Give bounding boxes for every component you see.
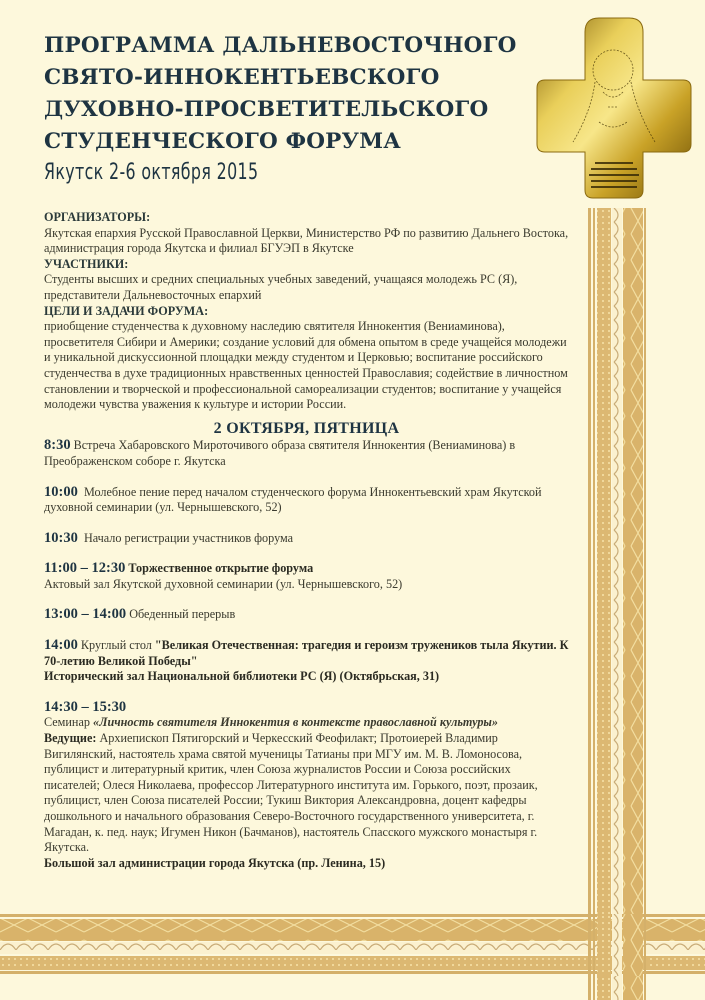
organizers-heading: ОРГАНИЗАТОРЫ:: [44, 210, 151, 224]
event-text: Обеденный перерыв: [129, 607, 236, 622]
event-time: 11:00 – 12:30: [44, 560, 126, 577]
title-line: ДУХОВНО-ПРОСВЕТИТЕЛЬСКОГО: [44, 97, 489, 122]
event-time: 10:00: [44, 483, 78, 500]
event-time: 8:30: [44, 437, 71, 454]
participants-heading: УЧАСТНИКИ:: [44, 256, 129, 271]
goals-heading: ЦЕЛИ И ЗАДАЧИ ФОРУМА:: [44, 303, 209, 318]
vertical-ornament-border: [588, 208, 646, 1000]
event-place: Исторический зал Национальной библиотеки РС (Я) (Октябрьская, 31): [44, 669, 440, 684]
document-title: [44, 30, 564, 158]
event-time: 10:30: [44, 529, 78, 546]
border-crossing: [588, 914, 646, 976]
title-line: ПРОГРАММА ДАЛЬНЕВОСТОЧНОГО: [44, 33, 517, 58]
schedule-item: [44, 531, 569, 547]
location-dates: Якутск 2-6 октября 2015: [44, 160, 259, 185]
event-text: Встреча Хабаровского Мироточивого образа святителя Иннокентия (Вениаминова) в Преображенском соборе г. Якутска: [44, 438, 516, 468]
hosts-label: Ведущие:: [44, 731, 97, 746]
schedule-item: [44, 485, 569, 516]
event-prefix: Круглый стол: [80, 638, 152, 653]
event-time: 14:00: [44, 637, 78, 654]
hosts-text: Архиепископ Пятигорский и Черкесский Феофилакт; Протоиерей Владимир Вигилянский, настоятель храма святой мученицы Татианы при МГУ им. М. В. Ломоносова, публицист и литературный критик, член Союза журналистов России и Союза российских писателей; Олеся Николаева, профессор Литературного института им. Горького, поэт, прозаик, публицист, член Союза писателей России; Тукиш Виктория Александровна, доцент кафедры дошкольного и начального образования Северо-Восточного государственного университета, г. Магадан, к. пед. наук; Игумен Никон (Бачманов), настоятель Спасского мужского монастыря г. Якутска.: [44, 731, 538, 855]
event-title: Торжественное открытие форума: [128, 561, 314, 576]
event-text: Молебное пение перед началом студенческого форума Иннокентьевский храм Якутской духовной семинарии (ул. Чернышевского, 52): [44, 484, 542, 515]
schedule-item: [44, 700, 569, 872]
schedule-item: [44, 561, 569, 592]
schedule-item: [44, 638, 569, 685]
title-line: СТУДЕНЧЕСКОГО ФОРУМА: [44, 129, 401, 154]
program-content: [44, 210, 569, 871]
event-prefix: Семинар: [44, 715, 90, 730]
event-text: Начало регистрации участников форума: [83, 530, 294, 545]
participants-text: Студенты высших и средних специальных учебных заведений, учащаяся молодежь РС (Я), представители Дальневосточных епархий: [44, 272, 518, 302]
event-place: Актовый зал Якутской духовной семинарии (ул. Чернышевского, 52): [44, 576, 403, 591]
schedule-item: [44, 607, 569, 623]
organizers-text: Якутская епархия Русской Православной Церкви, Министерство РФ по развитию Дальнего Востока, администрация города Якутска и филиал БГУЭП в Якутске: [44, 225, 569, 256]
event-place: Большой зал администрации города Якутска (пр. Ленина, 15): [44, 855, 386, 870]
day-heading: 2 ОКТЯБРЯ, ПЯТНИЦА: [213, 419, 400, 437]
event-title: "Великая Отечественная: трагедия и героизм тружеников тыла Якутии. К 70-летию Великой Победы": [44, 638, 569, 668]
goals-text: приобщение студенчества к духовному наследию святителя Иннокентия (Вениаминова), просветителя Сибири и Америки; создание условий для обмена опытом в среде учащейся молодежи и уникальной дискуссионной площадки между студентом и Церковью; воспитание российского студенчества в духе традиционных нравственных ценностей Православия; содействие в личностном становлении и творческой и профессиональной самореализации студентов; воспитание у учащейся молодежи чувства уважения к культуре и истории России.: [44, 319, 568, 412]
schedule-item: [44, 438, 569, 469]
event-time: 13:00 – 14:00: [44, 606, 127, 623]
event-time: 14:30 – 15:30: [44, 698, 127, 715]
title-line: СВЯТО-ИННОКЕНТЬЕВСКОГО: [44, 65, 440, 90]
event-title: «Личность святителя Иннокентия в контексте православной культуры»: [93, 715, 498, 730]
